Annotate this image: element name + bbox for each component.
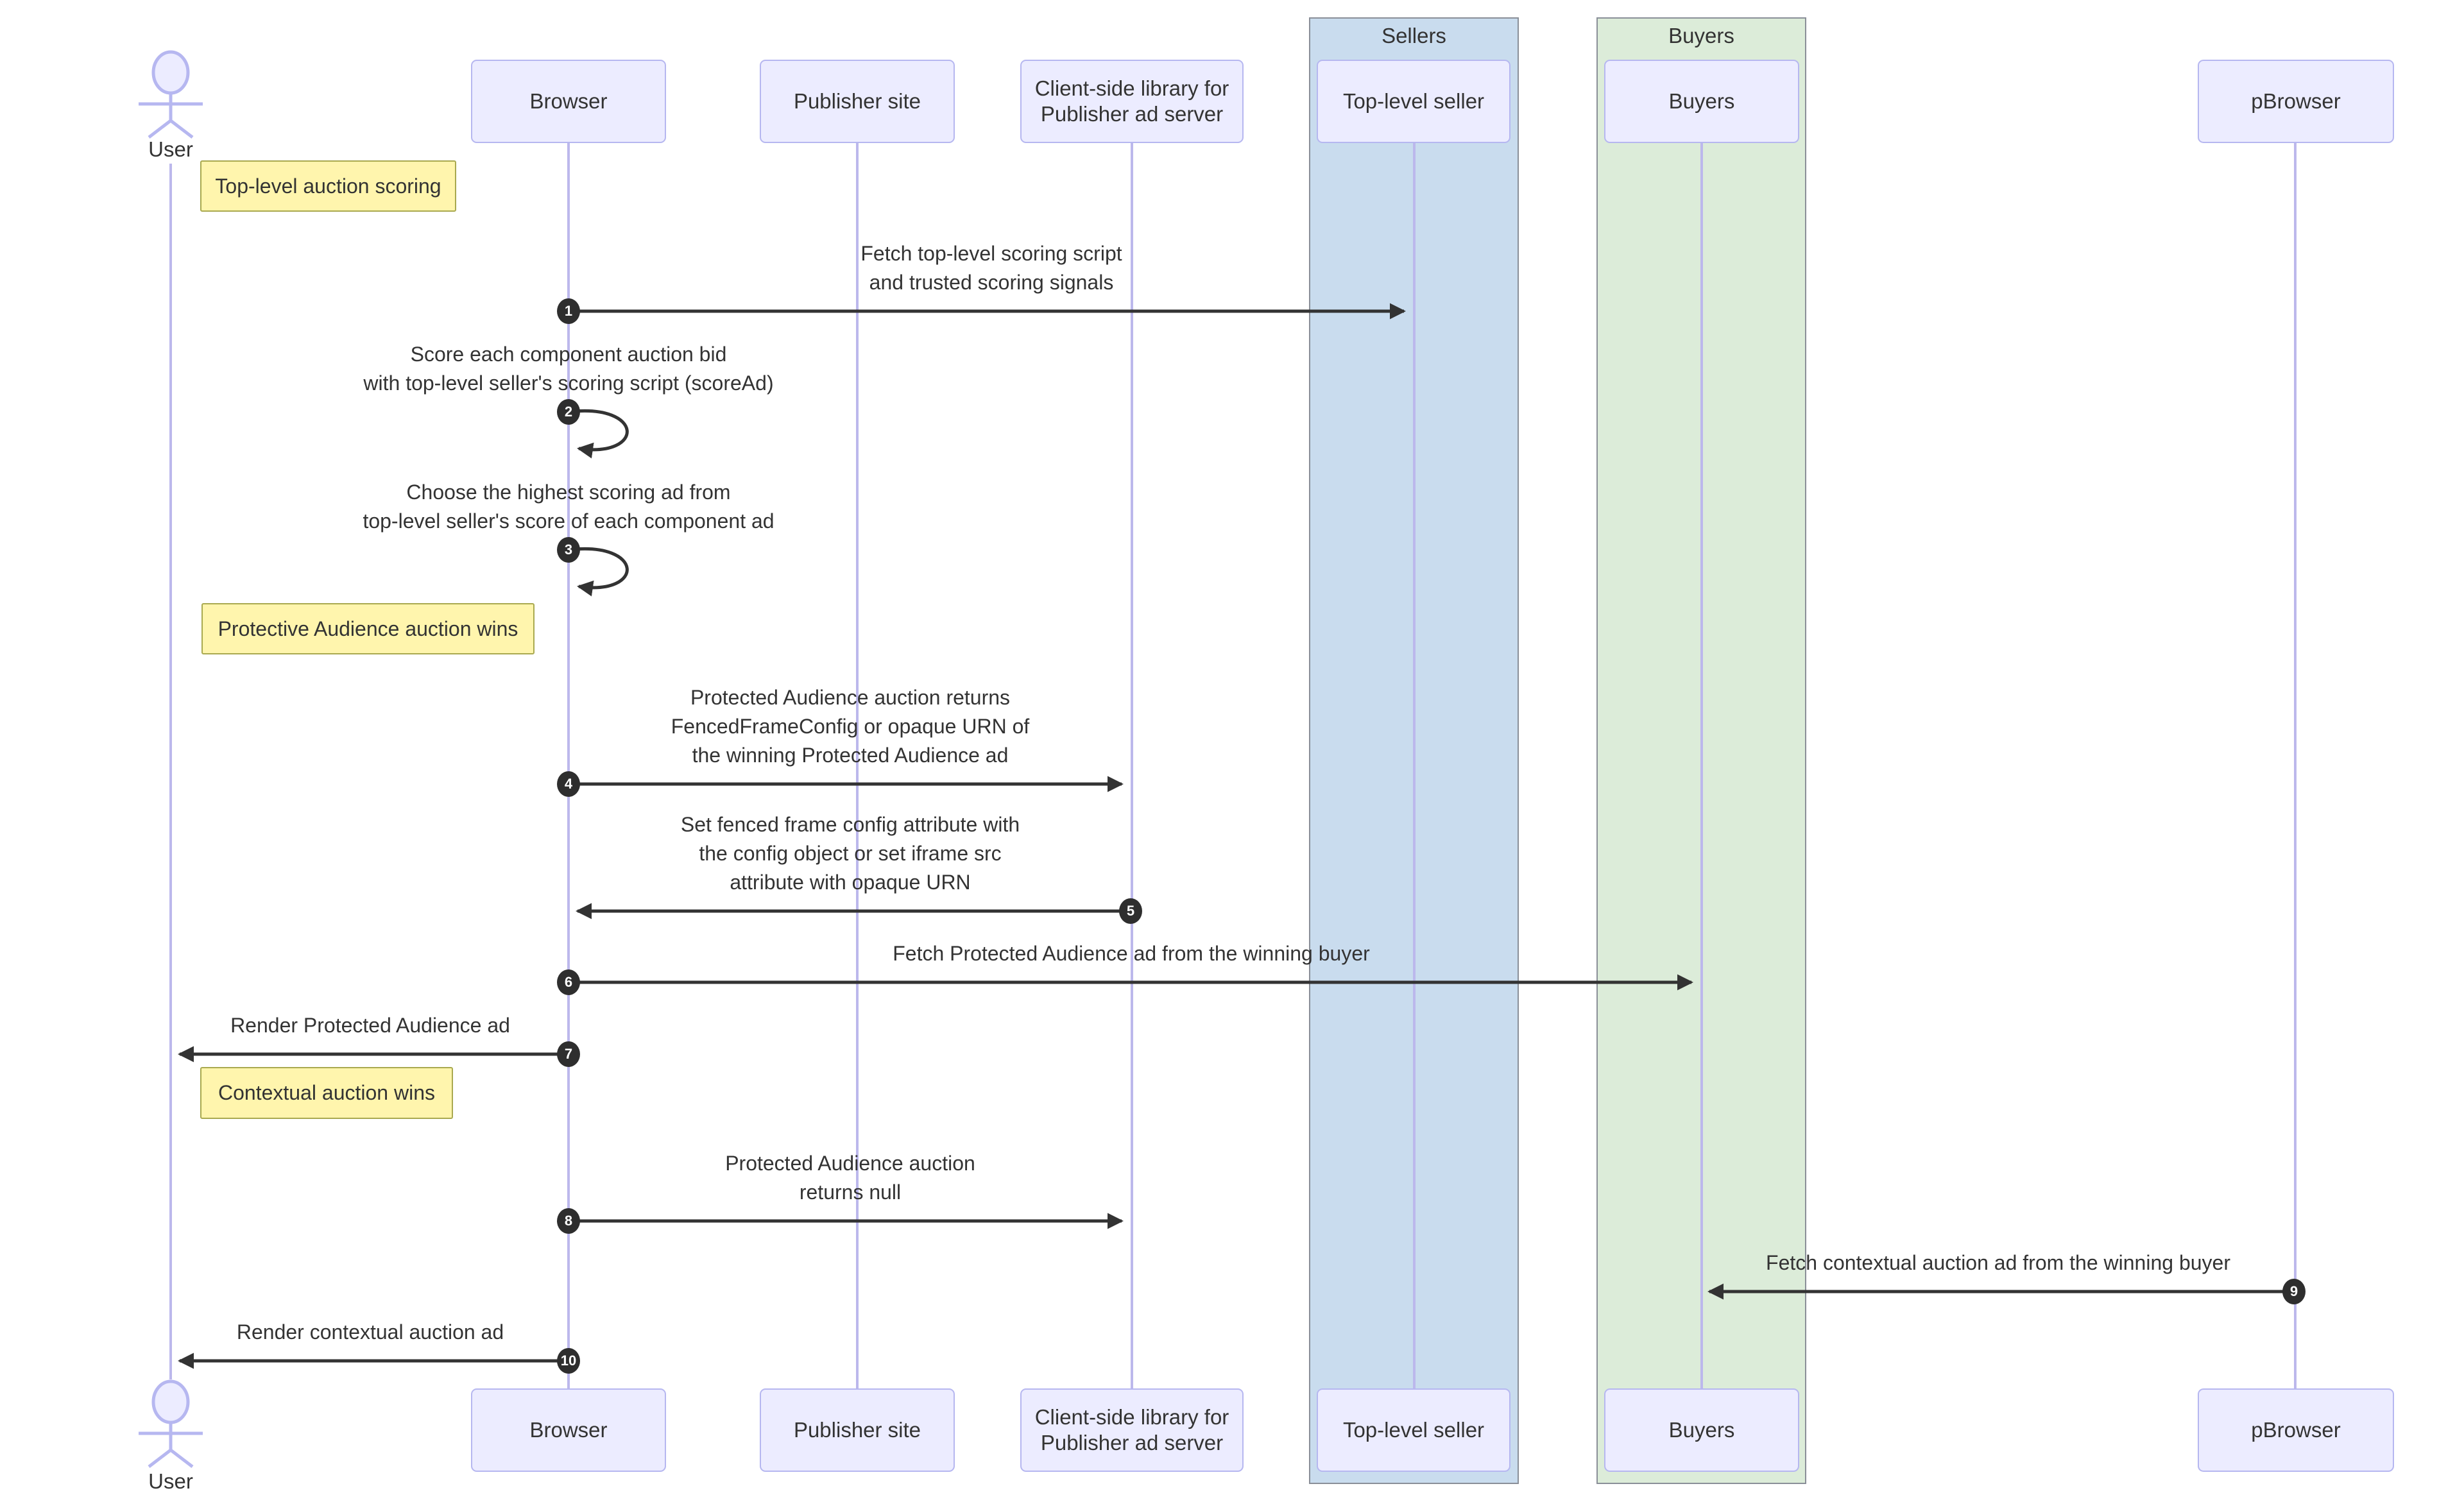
participant-publisher-site-top: Publisher site (760, 60, 955, 143)
message-3-text: Choose the highest scoring ad from top-level seller's score of each component ad (363, 481, 774, 533)
note-protective-audience-auction-wins: Protective Audience auction wins (201, 603, 535, 654)
message-2-number: 2 (557, 399, 580, 425)
message-8-text: Protected Audience auction returns null (725, 1152, 975, 1204)
participant-client-side-library-bottom: Client-side library for Publisher ad server (1020, 1388, 1244, 1472)
user-actor-icon (126, 50, 216, 140)
message-4-text: Protected Audience auction returns FencedFrameConfig or opaque URN of the winning Protected Audience ad (671, 686, 1030, 767)
user-label-top: User (148, 137, 193, 161)
message-5-text: Set fenced frame config attribute with the config object or set iframe src attribute with opaque URN (680, 813, 1020, 894)
user-actor-icon-bottom (126, 1379, 216, 1469)
participant-browser-bottom: Browser (471, 1388, 666, 1472)
message-1-text: Fetch top-level scoring script and trusted scoring signals (860, 242, 1122, 294)
participant-top-level-seller-top: Top-level seller (1317, 60, 1510, 143)
message-4-number: 4 (557, 771, 580, 797)
message-8-number: 8 (557, 1208, 580, 1234)
participant-client-side-library-top: Client-side library for Publisher ad server (1020, 60, 1244, 143)
message-3-number: 3 (557, 537, 580, 563)
user-label-bottom: User (148, 1469, 193, 1493)
message-6-text: Fetch Protected Audience ad from the winning buyer (893, 942, 1370, 965)
message-6-number: 6 (557, 969, 580, 995)
group-sellers-label: Sellers (1382, 24, 1446, 47)
message-7-text: Render Protected Audience ad (230, 1014, 510, 1037)
note-contextual-auction-wins: Contextual auction wins (200, 1067, 453, 1119)
participant-pbrowser-bottom: pBrowser (2198, 1388, 2394, 1472)
message-9-text: Fetch contextual auction ad from the winning buyer (1766, 1251, 2230, 1274)
message-10-number: 10 (557, 1348, 580, 1374)
group-buyers-label: Buyers (1668, 24, 1734, 47)
message-7-number: 7 (557, 1041, 580, 1067)
participant-top-level-seller-bottom: Top-level seller (1317, 1388, 1510, 1472)
message-10-text: Render contextual auction ad (236, 1320, 504, 1344)
message-9-number: 9 (2282, 1279, 2306, 1304)
message-2-text: Score each component auction bid with top-level seller's scoring script (scoreAd) (363, 343, 774, 395)
participant-pbrowser-top: pBrowser (2198, 60, 2394, 143)
participant-buyers-bottom: Buyers (1604, 1388, 1799, 1472)
message-1-number: 1 (557, 298, 580, 324)
participant-buyers-top: Buyers (1604, 60, 1799, 143)
note-top-level-auction-scoring: Top-level auction scoring (200, 160, 456, 212)
participant-browser-top: Browser (471, 60, 666, 143)
participant-publisher-site-bottom: Publisher site (760, 1388, 955, 1472)
message-5-number: 5 (1119, 898, 1142, 924)
